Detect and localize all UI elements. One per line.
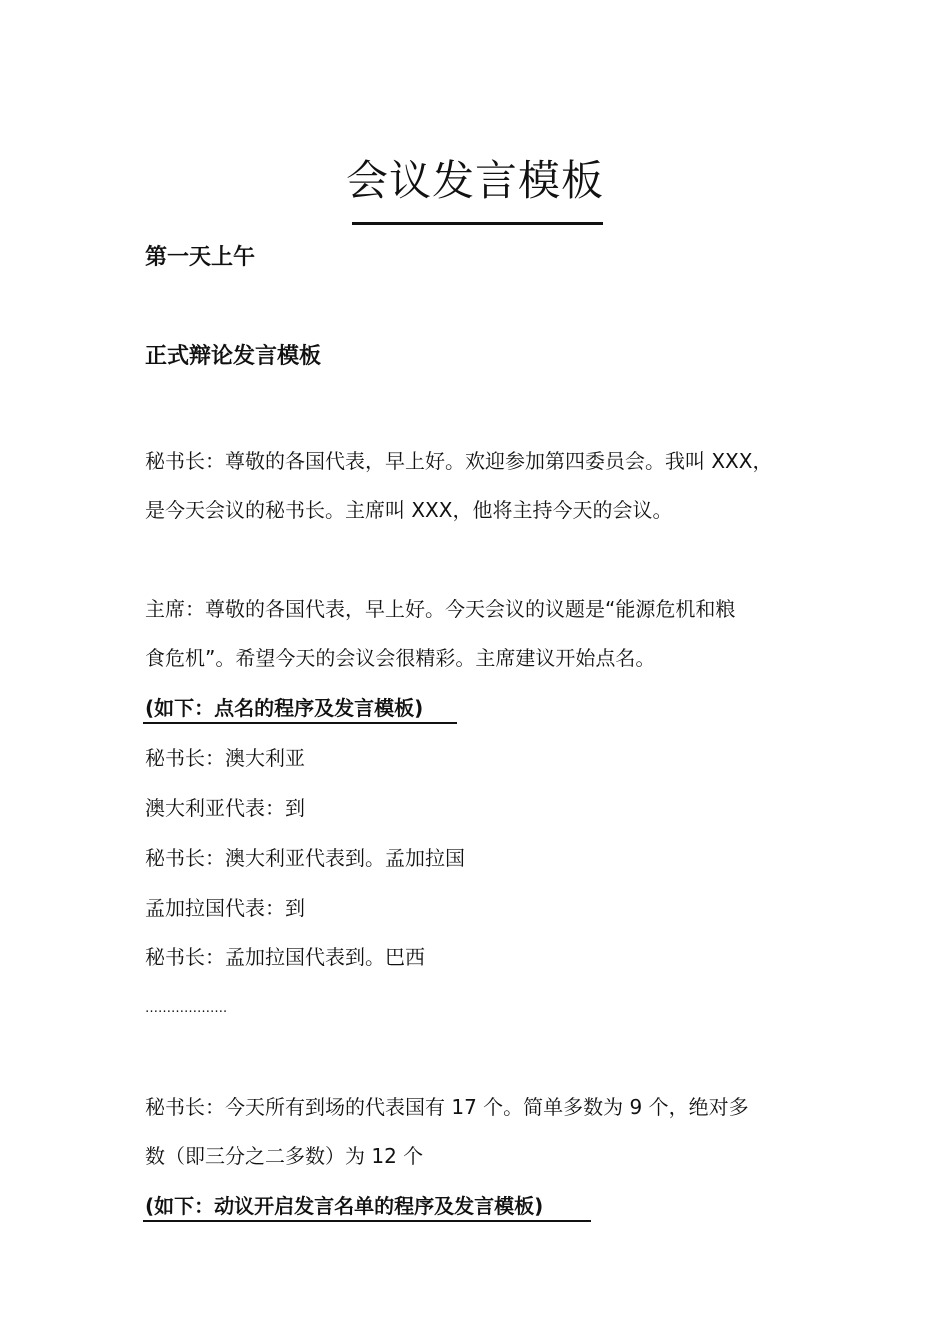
paragraph-line: 主席：尊敬的各国代表，早上好。今天会议的议题是“能源危机和粮 <box>145 597 736 621</box>
summary-line: 数（即三分之二多数）为 12 个 <box>145 1144 424 1168</box>
note-underline <box>143 722 457 724</box>
roll-call-line: 秘书长：孟加拉国代表到。巴西 <box>145 945 425 969</box>
roll-call-line: 秘书长：澳大利亚代表到。孟加拉国 <box>145 846 465 870</box>
summary-line: 秘书长：今天所有到场的代表国有 17 个。简单多数为 9 个，绝对多 <box>145 1095 749 1119</box>
section-heading: 第一天上午 <box>145 245 256 270</box>
roll-call-line: 澳大利亚代表：到 <box>145 796 305 820</box>
paragraph-line: 食危机”。希望今天的会议会很精彩。主席建议开始点名。 <box>145 646 656 670</box>
note-underline <box>143 1220 591 1222</box>
document-title: 会议发言模板 <box>345 156 604 205</box>
roll-call-line: 秘书长：澳大利亚 <box>145 746 305 770</box>
paragraph-line: 是今天会议的秘书长。主席叫 XXX，他将主持今天的会议。 <box>145 498 673 522</box>
subsection-heading: 正式辩论发言模板 <box>145 344 322 369</box>
ellipsis-line: ………………. <box>145 1001 228 1016</box>
procedure-note: (如下：动议开启发言名单的程序及发言模板) <box>145 1194 544 1218</box>
title-underline <box>352 222 603 225</box>
procedure-note: (如下：点名的程序及发言模板) <box>145 696 424 720</box>
paragraph-line: 秘书长：尊敬的各国代表，早上好。欢迎参加第四委员会。我叫 XXX， <box>145 449 773 473</box>
roll-call-line: 孟加拉国代表：到 <box>145 896 305 920</box>
